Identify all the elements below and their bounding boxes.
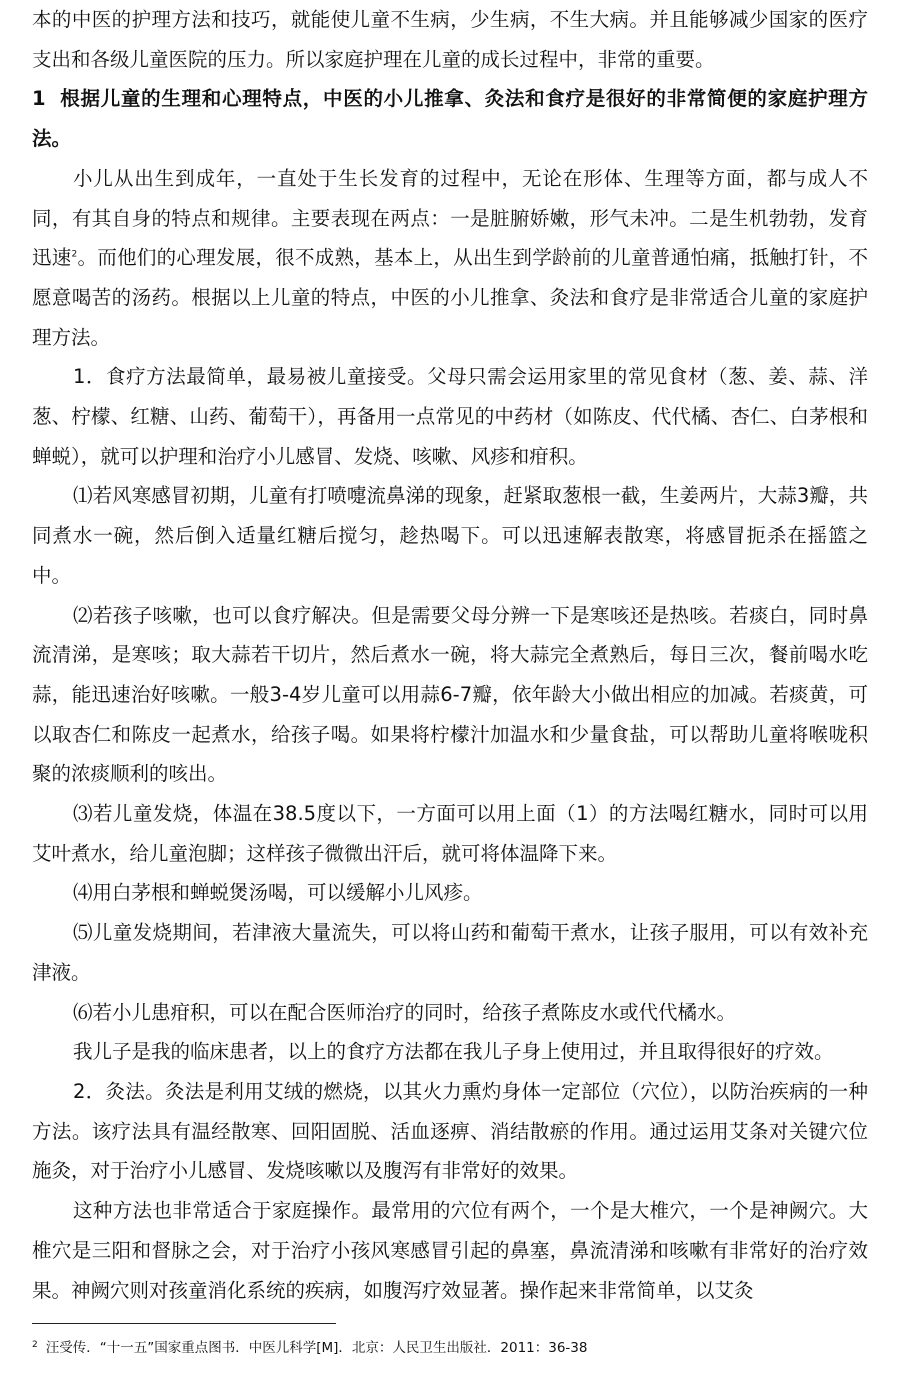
footnote-divider xyxy=(32,1323,336,1324)
paragraph-item-3-fever: ⑶若儿童发烧，体温在38.5度以下，一方面可以用上面（1）的方法喝红糖水，同时可以用艾叶煮水，给儿童泡脚；这样孩子微微出汗后，就可将体温降下来。 xyxy=(32,802,868,865)
paragraph-moxibustion: 2．灸法。灸法是利用艾绒的燃烧，以其火力熏灼身体一定部位（穴位），以防治疾病的一种方法。该疗法具有温经散寒、回阳固脱、活血逐痹、消结散瘀的作用。通过运用艾条对关键穴位施灸，对于治疗小儿感冒、发烧咳嗽以及腹泻有非常好的效果。 xyxy=(32,1079,868,1183)
paragraph-item-6-malnutrition: ⑹若小儿患疳积，可以在配合医师治疗的同时，给孩子煮陈皮水或代代橘水。 xyxy=(73,1000,737,1024)
paragraph-text-before: 小儿从出生到成年，一直处于生长发育的过程中，无论在形体、生理等方面，都与成人不同，有其自身的特点和规律。主要表现在两点：一是脏腑娇嫩，形气未冲。二是生机勃勃，发育迅速 xyxy=(32,166,868,270)
paragraph-item-4-rubella: ⑷用白茅根和蝉蜕煲汤喝，可以缓解小儿风疹。 xyxy=(73,881,483,905)
section-number: 1 xyxy=(32,87,46,111)
document-page xyxy=(32,0,868,1310)
paragraph-continuation: 本的中医的护理方法和技巧，就能使儿童不生病，少生病，不生大病。并且能够减少国家的医疗支出和各级儿童医院的压力。所以家庭护理在儿童的成长过程中，非常的重要。 xyxy=(32,8,868,71)
footnote-reference[interactable]: 2 xyxy=(71,249,78,260)
footnote-mark: 2 xyxy=(32,1339,38,1350)
section-heading xyxy=(32,79,868,158)
paragraph-item-1-cold: ⑴若风寒感冒初期，儿童有打喷嚏流鼻涕的现象，赶紧取葱根一截，生姜两片，大蒜3瓣，共同煮水一碗，然后倒入适量红糖后搅匀，趁热喝下。可以迅速解表散寒，将感冒扼杀在摇篮之中。 xyxy=(32,484,868,587)
paragraph-item-5-fluids: ⑸儿童发烧期间，若津液大量流失，可以将山药和葡萄干煮水，让孩子服用，可以有效补充津液。 xyxy=(32,921,868,984)
paragraph-text-after: 。而他们的心理发展，很不成熟，基本上，从出生到学龄前的儿童普通怕痛，抵触打针，不愿意喝苦的汤药。根据以上儿童的特点，中医的小儿推拿、灸法和食疗是非常适合儿童的家庭护理方法。 xyxy=(32,246,868,349)
footnote-text: 汪受传．“十一五”国家重点图书．中医儿科学[M]．北京：人民卫生出版社．2011：36-38 xyxy=(45,1340,588,1356)
paragraph-acupoints: 这种方法也非常适合于家庭操作。最常用的穴位有两个，一个是大椎穴，一个是神阙穴。大椎穴是三阳和督脉之会，对于治疗小孩风寒感冒引起的鼻塞，鼻流清涕和咳嗽有非常好的治疗效果。神阙穴则对孩童消化系统的疾病，如腹泻疗效显著。操作起来非常简单，以艾灸 xyxy=(32,1199,868,1302)
paragraph-diet-therapy: 1．食疗方法最简单，最易被儿童接受。父母只需会运用家里的常见食材（葱、姜、蒜、洋葱、柠檬、红糖、山药、葡萄干），再备用一点常见的中药材（如陈皮、代代橘、杏仁、白茅根和蝉蜕），就可以护理和治疗小儿感冒、发烧、咳嗽、风疹和疳积。 xyxy=(32,365,868,468)
paragraph-clinical-note: 我儿子是我的临床患者，以上的食疗方法都在我儿子身上使用过，并且取得很好的疗效。 xyxy=(73,1040,834,1064)
paragraph-child-characteristics xyxy=(32,159,868,358)
footnote xyxy=(32,1338,872,1358)
section-heading-text: 根据儿童的生理和心理特点，中医的小儿推拿、灸法和食疗是很好的非常简便的家庭护理方法。 xyxy=(32,87,868,151)
paragraph-item-2-cough: ⑵若孩子咳嗽，也可以食疗解决。但是需要父母分辨一下是寒咳还是热咳。若痰白，同时鼻流清涕，是寒咳；取大蒜若干切片，然后煮水一碗，将大蒜完全煮熟后，每日三次，餐前喝水吃蒜，能迅速治好咳嗽。一般3-4岁儿童可以用蒜6-7瓣，依年龄大小做出相应的加减。若痰黄，可以取杏仁和陈皮一起煮水，给孩子喝。如果将柠檬汁加温水和少量食盐，可以帮助儿童将喉咙积聚的浓痰顺利的咳出。 xyxy=(32,603,868,786)
